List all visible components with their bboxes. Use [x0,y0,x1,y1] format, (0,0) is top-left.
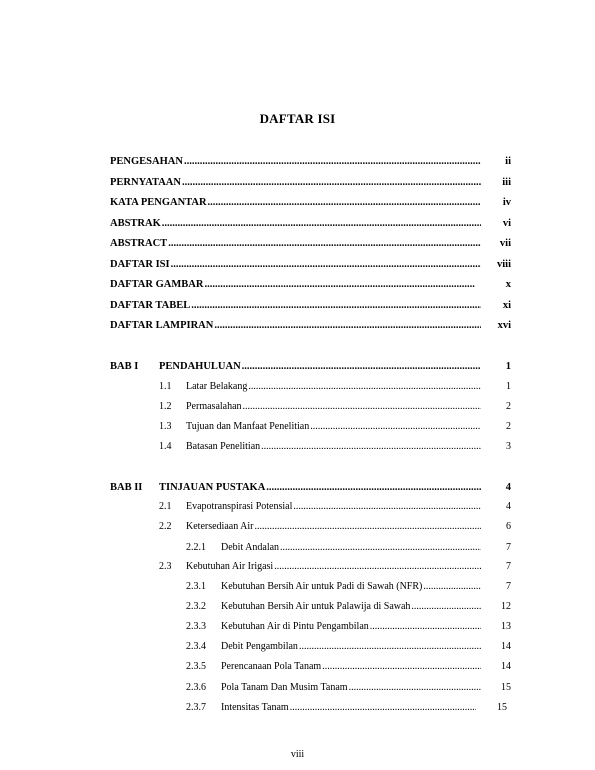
page-number-footer: viii [290,749,305,760]
toc-entry-label: Debit Andalan [221,542,280,553]
dot-leader [168,238,481,249]
dot-leader [242,361,481,372]
section-number: 1.2 [159,401,172,412]
dot-leader [370,621,481,632]
toc-entry[interactable] [221,542,482,556]
toc-entry[interactable] [186,561,482,575]
toc-entry[interactable] [159,482,482,496]
toc-entry[interactable] [221,581,482,595]
toc-entry-label: Intensitas Tanam [221,702,289,713]
toc-entry[interactable] [110,259,482,273]
toc-entry-label: Ketersediaan Air [186,521,254,532]
toc-entry-label: Perencanaan Pola Tanam [221,661,322,672]
section-number: 1.4 [159,441,172,452]
dot-leader [261,441,481,452]
toc-page-number: xvi [497,320,511,331]
toc-entry[interactable] [221,601,482,615]
dot-leader [299,641,481,652]
toc-page-number: viii [496,259,511,270]
toc-entry[interactable] [186,401,482,415]
subsection-number: 2.3.2 [186,601,206,612]
toc-entry-label: PERNYATAAN [110,177,181,188]
toc-page-number: 14 [501,661,511,672]
toc-entry[interactable] [186,381,482,395]
toc-page-number: vii [499,238,511,249]
toc-entry-label: ABSTRACT [110,238,168,249]
toc-entry[interactable] [110,300,482,314]
subsection-number: 2.2.1 [186,542,206,553]
toc-page-number: 4 [505,482,511,493]
toc-entry[interactable] [221,621,482,635]
dot-leader [191,300,481,311]
chapter-number: BAB II [110,482,143,493]
dot-leader [248,381,481,392]
dot-leader [214,320,481,331]
toc-entry[interactable] [110,218,482,232]
dot-leader [293,501,481,512]
toc-entry-label: Batasan Penelitian [186,441,261,452]
toc-page-number: vi [502,218,511,229]
subsection-number: 2.3.3 [186,621,206,632]
toc-entry-label: Latar Belakang [186,381,248,392]
dot-leader [182,177,481,188]
toc-entry-label: Evapotranspirasi Potensial [186,501,293,512]
toc-entry-label: Tujuan dan Manfaat Penelitian [186,421,310,432]
dot-leader [349,682,481,693]
toc-entry-label: PENGESAHAN [110,156,183,167]
toc-page-number: 6 [506,521,511,532]
toc-page-number: 15 [497,702,507,713]
toc-entry-label: Kebutuhan Air Irigasi [186,561,274,572]
toc-page-number: 7 [506,561,511,572]
subsection-number: 2.3.5 [186,661,206,672]
toc-entry-label: Debit Pengambilan [221,641,298,652]
toc-entry-label: DAFTAR GAMBAR [110,279,204,290]
section-number: 1.1 [159,381,172,392]
toc-entry[interactable] [221,661,482,675]
toc-entry[interactable] [186,421,482,435]
toc-page-number: 2 [506,421,511,432]
section-number: 2.2 [159,521,172,532]
toc-entry-label: Kebutuhan Air di Pintu Pengambilan [221,621,369,632]
toc-entry[interactable] [186,521,482,535]
toc-entry-label: Kebutuhan Bersih Air untuk Padi di Sawah (NFR) [221,581,423,592]
toc-entry-label: Pola Tanam Dan Musim Tanam [221,682,348,693]
dot-leader [322,661,481,672]
section-number: 2.3 [159,561,172,572]
toc-entry-label: DAFTAR TABEL [110,300,191,311]
toc-page-number: 14 [501,641,511,652]
dot-leader [280,542,481,553]
toc-page-number: 7 [506,581,511,592]
toc-entry-label: PENDAHULUAN [159,361,241,372]
toc-entry[interactable] [221,641,482,655]
toc-entry[interactable] [110,279,476,293]
subsection-number: 2.3.6 [186,682,206,693]
toc-page-number: 3 [506,441,511,452]
toc-entry-label: DAFTAR LAMPIRAN [110,320,214,331]
toc-entry-label: TINJAUAN PUSTAKA [159,482,266,493]
toc-entry[interactable] [221,682,482,696]
toc-page-number: 13 [501,621,511,632]
toc-page-number: xi [502,300,511,311]
toc-page-number: ii [505,156,511,167]
toc-entry-label: DAFTAR ISI [110,259,170,270]
toc-page-number: 12 [501,601,511,612]
toc-entry-label: Kebutuhan Bersih Air untuk Palawija di Sawah [221,601,411,612]
subsection-number: 2.3.1 [186,581,206,592]
toc-entry[interactable] [186,441,482,455]
subsection-number: 2.3.4 [186,641,206,652]
dot-leader [243,401,481,412]
toc-entry[interactable] [110,197,482,211]
dot-leader [171,259,481,270]
toc-page-number: 4 [506,501,511,512]
dot-leader [184,156,481,167]
dot-leader [162,218,481,229]
chapter-number: BAB I [110,361,139,372]
dot-leader [290,702,476,713]
toc-entry[interactable] [110,177,482,191]
subsection-number: 2.3.7 [186,702,206,713]
toc-entry-label: Permasalahan [186,401,242,412]
toc-entry[interactable] [110,156,482,170]
dot-leader [204,279,475,290]
toc-page-number: 15 [501,682,511,693]
section-number: 2.1 [159,501,172,512]
toc-page-number: x [505,279,511,290]
toc-entry[interactable] [110,320,482,334]
toc-entry[interactable] [221,702,477,716]
toc-page-number: 1 [505,361,511,372]
toc-entry-label: ABSTRAK [110,218,161,229]
toc-entry[interactable] [186,501,482,515]
dot-leader [266,482,481,493]
toc-entry[interactable] [110,238,482,252]
dot-leader [208,197,481,208]
toc-page-number: 2 [506,401,511,412]
dot-leader [254,521,481,532]
dot-leader [310,421,481,432]
dot-leader [274,561,481,572]
section-number: 1.3 [159,421,172,432]
toc-entry[interactable] [159,361,482,375]
page-title: DAFTAR ISI [259,111,336,126]
toc-page-number: iii [502,177,511,188]
toc-entry-label: KATA PENGANTAR [110,197,207,208]
toc-page-number: 7 [506,542,511,553]
toc-page-number: 1 [506,381,511,392]
toc-page-number: iv [502,197,511,208]
